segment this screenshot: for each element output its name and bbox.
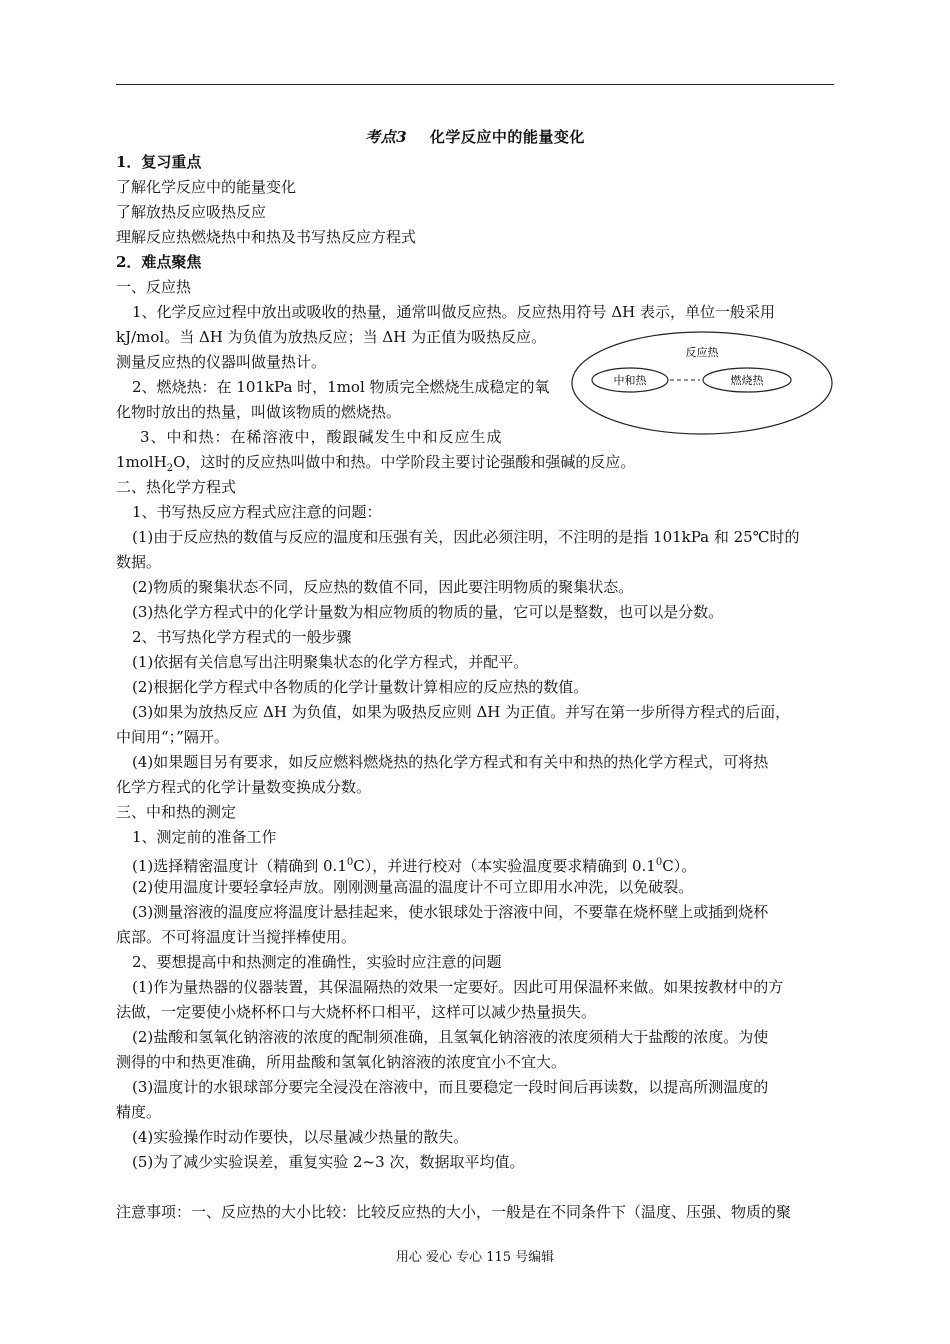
paragraph: 理解反应热燃烧热中和热及书写热反应方程式 bbox=[116, 228, 417, 246]
section-heading: 2．难点聚焦 bbox=[116, 253, 202, 271]
paragraph: (1)作为量热器的仪器装置，其保温隔热的效果一定要好。因此可用保温杯来做。如果按教材中的方 bbox=[132, 978, 784, 996]
paragraph: 注意事项：一、反应热的大小比较：比较反应热的大小，一般是在不同条件下（温度、压强、物质的聚 bbox=[116, 1203, 792, 1221]
paragraph: 1、化学反应过程中放出或吸收的热量，通常叫做反应热。反应热用符号 ΔH 表示，单位一般采用 bbox=[132, 303, 775, 321]
paragraph: (3)如果为放热反应 ΔH 为负值，如果为吸热反应则 ΔH 为正值。并写在第一步所得方程式的后面， bbox=[132, 703, 791, 721]
paragraph: 中间用“；”隔开。 bbox=[116, 728, 229, 746]
paragraph: (3)温度计的水银球部分要完全浸没在溶液中，而且要稳定一段时间后再读数，以提高所测温度的 bbox=[132, 1078, 769, 1096]
subsection-heading: 三、中和热的测定 bbox=[116, 803, 237, 821]
paragraph: (5)为了减少实验误差，重复实验 2~3 次，数据取平均值。 bbox=[132, 1153, 525, 1171]
paragraph: 2、书写热化学方程式的一般步骤 bbox=[132, 628, 352, 646]
subsection-heading: 二、热化学方程式 bbox=[116, 478, 237, 496]
paragraph: (3)热化学方程式中的化学计量数为相应物质的物质的量，它可以是整数，也可以是分数。 bbox=[132, 603, 724, 621]
paragraph: 1、测定前的准备工作 bbox=[132, 828, 277, 846]
page-footer: 用心 爱心 专心 115 号编辑 bbox=[395, 1250, 555, 1265]
paragraph: 3、中和热：在稀溶液中，酸跟碱发生中和反应生成 bbox=[140, 428, 503, 446]
paragraph: 底部。不可将温度计当搅拌棒使用。 bbox=[116, 928, 357, 946]
paragraph: (4)如果题目另有要求，如反应燃料燃烧热的热化学方程式和有关中和热的热化学方程式，可将热 bbox=[132, 753, 769, 771]
page-title bbox=[116, 126, 834, 147]
paragraph: 了解化学反应中的能量变化 bbox=[116, 178, 297, 196]
diagram-right-label: 燃烧热 bbox=[730, 374, 764, 387]
paragraph: (2)物质的聚集状态不同，反应热的数值不同，因此要注明物质的聚集状态。 bbox=[132, 578, 634, 596]
paragraph: 精度。 bbox=[116, 1103, 162, 1121]
paragraph: 数据。 bbox=[116, 553, 162, 571]
paragraph: (1)由于反应热的数值与反应的温度和压强有关，因此必须注明，不注明的是指 101kPa 和 25℃时的 bbox=[132, 528, 800, 546]
paragraph: 2、要想提高中和热测定的准确性，实验时应注意的问题 bbox=[132, 953, 502, 971]
paragraph: 了解放热反应吸热反应 bbox=[116, 203, 267, 221]
paragraph: (2)根据化学方程式中各物质的化学计量数计算相应的反应热的数值。 bbox=[132, 678, 589, 696]
paragraph: 测得的中和热更准确，所用盐酸和氢氧化钠溶液的浓度宜小不宜大。 bbox=[116, 1053, 567, 1071]
section-heading: 1．复习重点 bbox=[116, 153, 202, 171]
paragraph: (1)选择精密温度计（精确到 $0.1^0C$），并进行校对（本实验温度要求精确到 $0.1^0C$）。 bbox=[132, 857, 697, 875]
diagram-left-label: 中和热 bbox=[613, 374, 647, 387]
title-main: 化学反应中的能量变化 bbox=[429, 128, 585, 146]
paragraph: 化学方程式的化学计量数变换成分数。 bbox=[116, 778, 372, 796]
title-prefix: 考点3 bbox=[365, 128, 407, 146]
paragraph: 测量反应热的仪器叫做量热计。 bbox=[116, 353, 327, 371]
reaction-heat-diagram bbox=[570, 330, 834, 436]
subsection-heading: 一、反应热 bbox=[116, 278, 192, 296]
header-rule bbox=[116, 84, 834, 85]
paragraph: 化物时放出的热量，叫做该物质的燃烧热。 bbox=[116, 403, 402, 421]
paragraph: (4)实验操作时动作要快，以尽量减少热量的散失。 bbox=[132, 1128, 469, 1146]
paragraph: 2、燃烧热：在 101kPa 时，1mol 物质完全燃烧生成稳定的氧 bbox=[132, 378, 550, 396]
paragraph: (2)盐酸和氢氧化钠溶液的浓度的配制须准确，且氢氧化钠溶液的浓度须稍大于盐酸的浓度。为使 bbox=[132, 1028, 769, 1046]
paragraph: (1)依据有关信息写出注明聚集状态的化学方程式，并配平。 bbox=[132, 653, 529, 671]
paragraph: (3)测量溶液的温度应将温度计悬挂起来，使水银球处于溶液中间，不要靠在烧杯壁上或插到烧杯 bbox=[132, 903, 769, 921]
paragraph: 1molH$_2$O，这时的反应热叫做中和热。中学阶段主要讨论强酸和强碱的反应。 bbox=[116, 453, 636, 474]
paragraph: kJ/mol。当 ΔH 为负值为放热反应；当 ΔH 为正值为吸热反应。 bbox=[116, 328, 547, 346]
diagram-outer-label: 反应热 bbox=[685, 346, 719, 359]
paragraph: 法做，一定要使小烧杯杯口与大烧杯杯口相平，这样可以减少热量损失。 bbox=[116, 1003, 597, 1021]
paragraph: (2)使用温度计要轻拿轻声放。刚刚测量高温的温度计不可立即用水冲洗，以免破裂。 bbox=[132, 878, 694, 896]
paragraph: 1、书写热反应方程式应注意的问题： bbox=[132, 503, 382, 521]
